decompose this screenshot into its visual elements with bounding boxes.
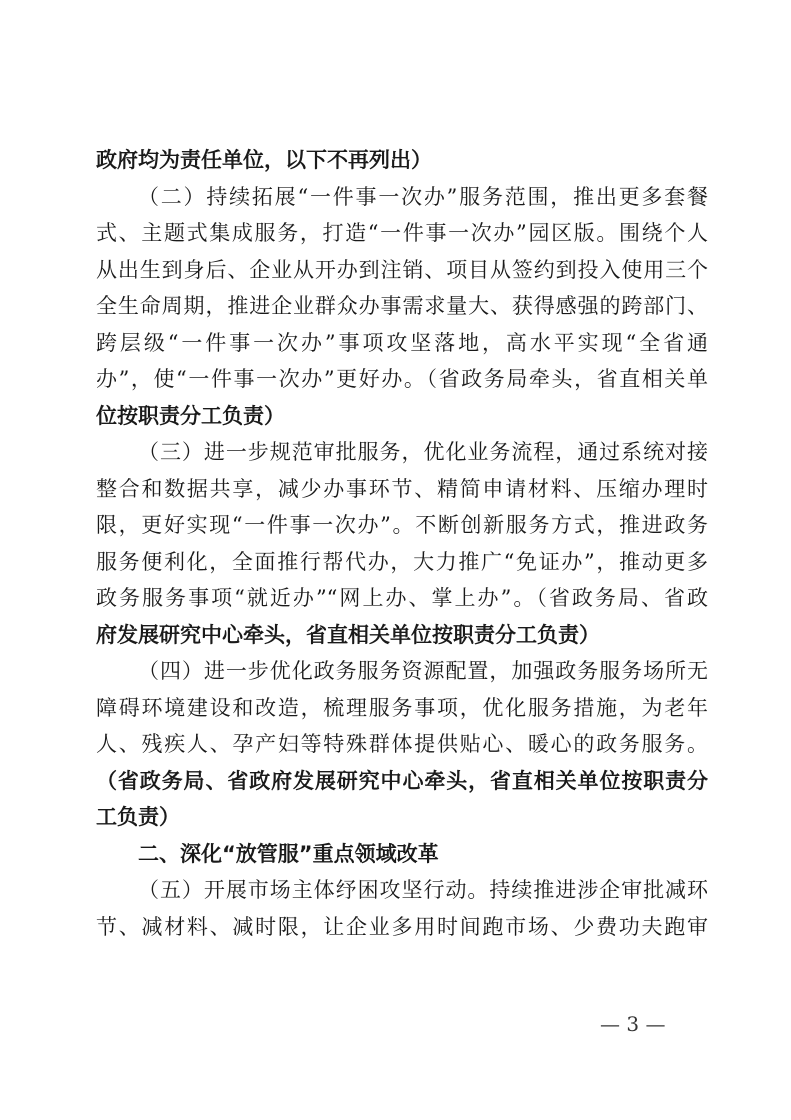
body-text: [96, 142, 708, 945]
text-line: 全生命周期，推进企业群众办事需求量大、获得感强的跨部门、: [96, 294, 708, 318]
section-heading: 二、深化“放管服”重点领域改革: [138, 841, 439, 866]
text-line: 人、残疾人、孕产妇等特殊群体提供贴心、暖心的政务服务。: [96, 732, 708, 756]
text-line: 府发展研究中心牵头，省直相关单位按职责分工负责）: [96, 621, 600, 647]
page-number: — 3 —: [600, 1012, 666, 1036]
text-line: 跨层级“一件事一次办”事项攻坚落地，高水平实现“全省通: [96, 330, 708, 355]
text-line: 节、减材料、减时限，让企业多用时间跑市场、少费功夫跑审: [96, 914, 708, 939]
text-line: 政府均为责任单位，以下不再列出）: [96, 147, 432, 172]
text-line: 服务便利化，全面推行帮代办，大力推广“免证办”，推动更多: [96, 549, 708, 574]
text-line: 式、主题式集成服务，打造“一件事一次办”园区版。围绕个人: [96, 221, 708, 245]
text-line: （省政务局、省政府发展研究中心牵头，省直相关单位按职责分: [96, 767, 708, 793]
text-line: 工负责）: [96, 804, 180, 829]
text-line: （三）进一步规范审批服务，优化业务流程，通过系统对接: [138, 440, 708, 464]
text-line: 政务服务事项“就近办”“网上办、掌上办”。（省政务局、省政: [96, 586, 708, 610]
text-line: 从出生到身后、企业从开办到注销、项目从签约到投入使用三个: [96, 257, 708, 282]
text-line: 限，更好实现“一件事一次办”。不断创新服务方式，推进政务: [96, 513, 708, 537]
text-line: （二）持续拓展“一件事一次办”服务范围，推出更多套餐: [138, 184, 708, 209]
text-line: 障碍环境建设和改造，梳理服务事项，优化服务措施，为老年: [96, 695, 708, 720]
text-line: 办”，使“一件事一次办”更好办。（省政务局牵头，省直相关单: [96, 367, 708, 391]
text-line: （四）进一步优化政务服务资源配置，加强政务服务场所无: [138, 659, 708, 683]
text-line: （五）开展市场主体纾困攻坚行动。持续推进涉企审批减环: [138, 878, 708, 902]
text-line: 位按职责分工负责）: [96, 402, 285, 428]
text-line: 整合和数据共享，减少办事环节、精简申请材料、压缩办理时: [96, 476, 708, 501]
